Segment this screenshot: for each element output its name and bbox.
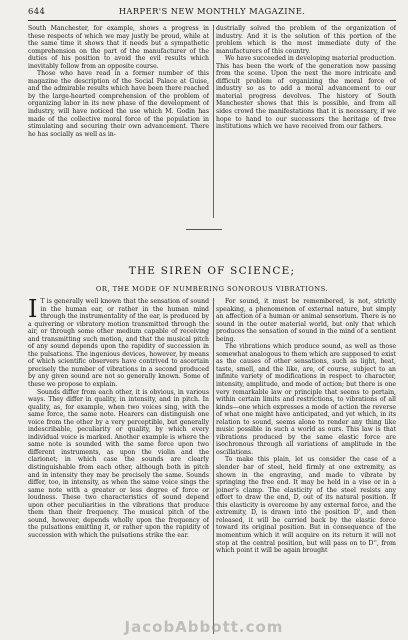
first-paragraph-text: T is generally well known that the sensation of sound in the human ear, or rather in the human mind through the instrumentality of the ear, is produced by a quivering or vibratory motion transmitted through the air, or through some other medium capable of receiving and transmitting such motion, and that the musical pitch of any sound depends upon the rapidity of succession in the pulsations. The ingenious devices, however, by means of which scientific observers have contrived to ascertain precisely the number of vibrations in a second produced by any given sound are not so generally known. Some of these we propose to explain. [28, 298, 209, 389]
article-title: THE SIREN OF SCIENCE; [128, 265, 296, 277]
paragraph: We have succeeded in developing material production. This has been the work of the generation now passing from the scene. Upon the next the more intricate and difficult problem of organizing the moral force of industry so as to add a moral advancement to our material progress devolves. The history of South Manchester shows that this is possible, and from all sides crowd the manifestations that it is necessary, if we hope to hand to our successors the heritage of free institutions which we have received from our fathers. [216, 55, 396, 131]
article-left-column [28, 298, 209, 634]
paragraph: Those who have read in a former number of this magazine the description of the Social Palace at Guise, and the admirable results which have been there reached by the large-hearted comprehension of the problem of organizing labor in its new phase of the development of industry, will have noticed the use which M. Godin has made of the collective moral force of the population in stimulating and securing their own advancement. There he has socially as well as in- [28, 70, 209, 138]
paragraph: Sounds differ from each other, it is obvious, in various ways. They differ in quality, in intensity, and in pitch. In quality, as, for example, when two voices sing, with the same force, the same note. Hearers can distinguish one voice from the other by a very perceptible, but generally indescribable, peculiarity or quality, by which every individual voice is marked. Another example is where the same note is sounded with the same force upon two different instruments, as upon the violin and the clarionet; in which case the sounds are clearly distinguishable from each other, although both in pitch and in intensity they may be precisely the same. Sounds differ, too, in intensity, as when the same voice sings the same note with a greater or less degree of force or loudness. These two characteristics of sound depend upon other peculiarities in the vibrations that produce them than their frequency. The musical pitch of the sound, however, depends wholly upon the frequency of the pulsations emitting it, or rather upon the rapidity of succession with which the pulsations strike the ear. [28, 388, 209, 539]
paragraph: For sound, it must be remembered, is not, strictly speaking, a phenomenon of external nature, but simply an affection of a human or animal sensorium. There is no sound in the outer material world, but only that which produces the sensation of sound in the mind of a sentient being. [216, 298, 396, 343]
header-rule [28, 20, 396, 21]
section-rule [186, 229, 222, 230]
first-paragraph [28, 298, 209, 389]
watermark: JacobAbbott.com [124, 618, 284, 636]
paragraph: South Manchester, for example, shows a progress in these respects of which we may justly be proud, while at the same time it shows that it needs but a sympathetic comprehension on the part of the manufacturer of the duties of his position to avoid the evil results which inevitably follow from an opposite course. [28, 25, 209, 70]
column-divider [213, 25, 214, 218]
page-number: 644 [28, 6, 46, 16]
drop-cap: I [28, 298, 38, 323]
paragraph: The vibrations which produce sound, as well as those somewhat analogous to them which are supposed to exist as the causes of other sensations, such as light, heat, taste, smell, and the like, are, of course, subject to an infinite variety of modifications in respect to character, intensity, amplitude, and mode of action; but there is one very remarkable law or principle that seems to pertain, within certain limits and restrictions, to vibrations of all kinds—one which expresses a mode of action the reverse of what one might have anticipated, and yet which, in its relation to sound, seems alone to render any thing like music possible in such a world as ours. This law is that vibrations produced by the same elastic force are isochronous through all variations of amplitude in the oscillations. [216, 343, 396, 456]
top-article-left-column [28, 25, 209, 218]
paragraph: To make this plain, let us consider the case of a slender bar of steel, held firmly at one extremity, as shown in the engraving, and made to vibrate by springing the free end. It may be held in a vise or in a joiner's clamp. The elasticity of the steel resists any effort to draw the end, D, out of its natural position. If this elasticity is overcome by any external force, and the extremity, D, is drawn into the position D', and then released, it will be carried back by the elastic force toward its original position. But in consequence of the momentum which it will acquire on its return it will not stop at the central position, but will pass on to D'', from which point it will be again brought [216, 456, 396, 555]
magazine-title: HARPER'S NEW MONTHLY MAGAZINE. [118, 6, 306, 16]
running-header [28, 6, 396, 20]
top-article-right-column [216, 25, 396, 218]
article-subtitle: OR, THE MODE OF NUMBERING SONOROUS VIBRATIONS. [95, 285, 329, 293]
article-right-column [216, 298, 396, 634]
column-divider [213, 298, 214, 634]
paragraph: dustrially solved the problem of the organization of industry. And it is the solution of this portion of the problem which is the most immediate duty of the manufacturers of this country. [216, 25, 396, 55]
